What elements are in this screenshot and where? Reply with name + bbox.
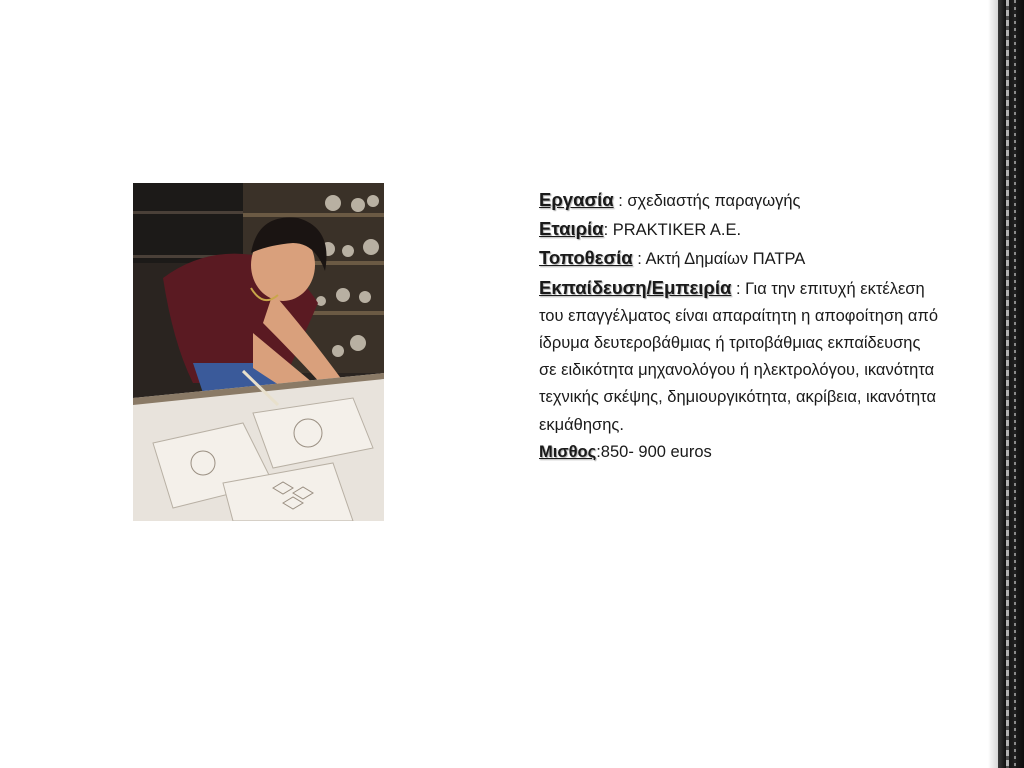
- company-value: : PRAKTIKER A.E.: [603, 221, 742, 240]
- decorative-right-edge: [988, 0, 1024, 768]
- location-value: : Ακτή Δημαίων ΠΑΤΡΑ: [632, 250, 806, 269]
- location-label: Τοποθεσία: [539, 247, 633, 269]
- job-label: Εργασία: [539, 189, 614, 210]
- education-row: [539, 274, 939, 439]
- job-description: [539, 186, 939, 466]
- salary-value: :850- 900 euros: [596, 442, 712, 461]
- education-value: : Για την επιτυχή εκτέλεση του επαγγέλματος είναι απαραίτητη η αποφοίτηση από ίδρυμα δευτεροβάθμιας ή τριτοβάθμιας εκπαίδευσης σε ειδικότητα μηχανολόγου ή ηλεκτρολόγου, ικανότητα τεχνικής σκέψης, δημιουργικότητα, ακρίβεια, ικανότητα εκμάθησης.: [539, 279, 939, 434]
- education-label: Εκπαίδευση/Εμπειρία: [539, 276, 732, 298]
- job-value: : σχεδιαστής παραγωγής: [613, 192, 801, 210]
- designer-photo: [133, 183, 384, 521]
- salary-label: Μισθος: [539, 442, 597, 461]
- job-row: [539, 186, 939, 215]
- company-label: Εταιρία: [539, 218, 604, 240]
- location-row: [539, 244, 939, 273]
- salary-row: [539, 439, 939, 466]
- company-row: [539, 215, 939, 244]
